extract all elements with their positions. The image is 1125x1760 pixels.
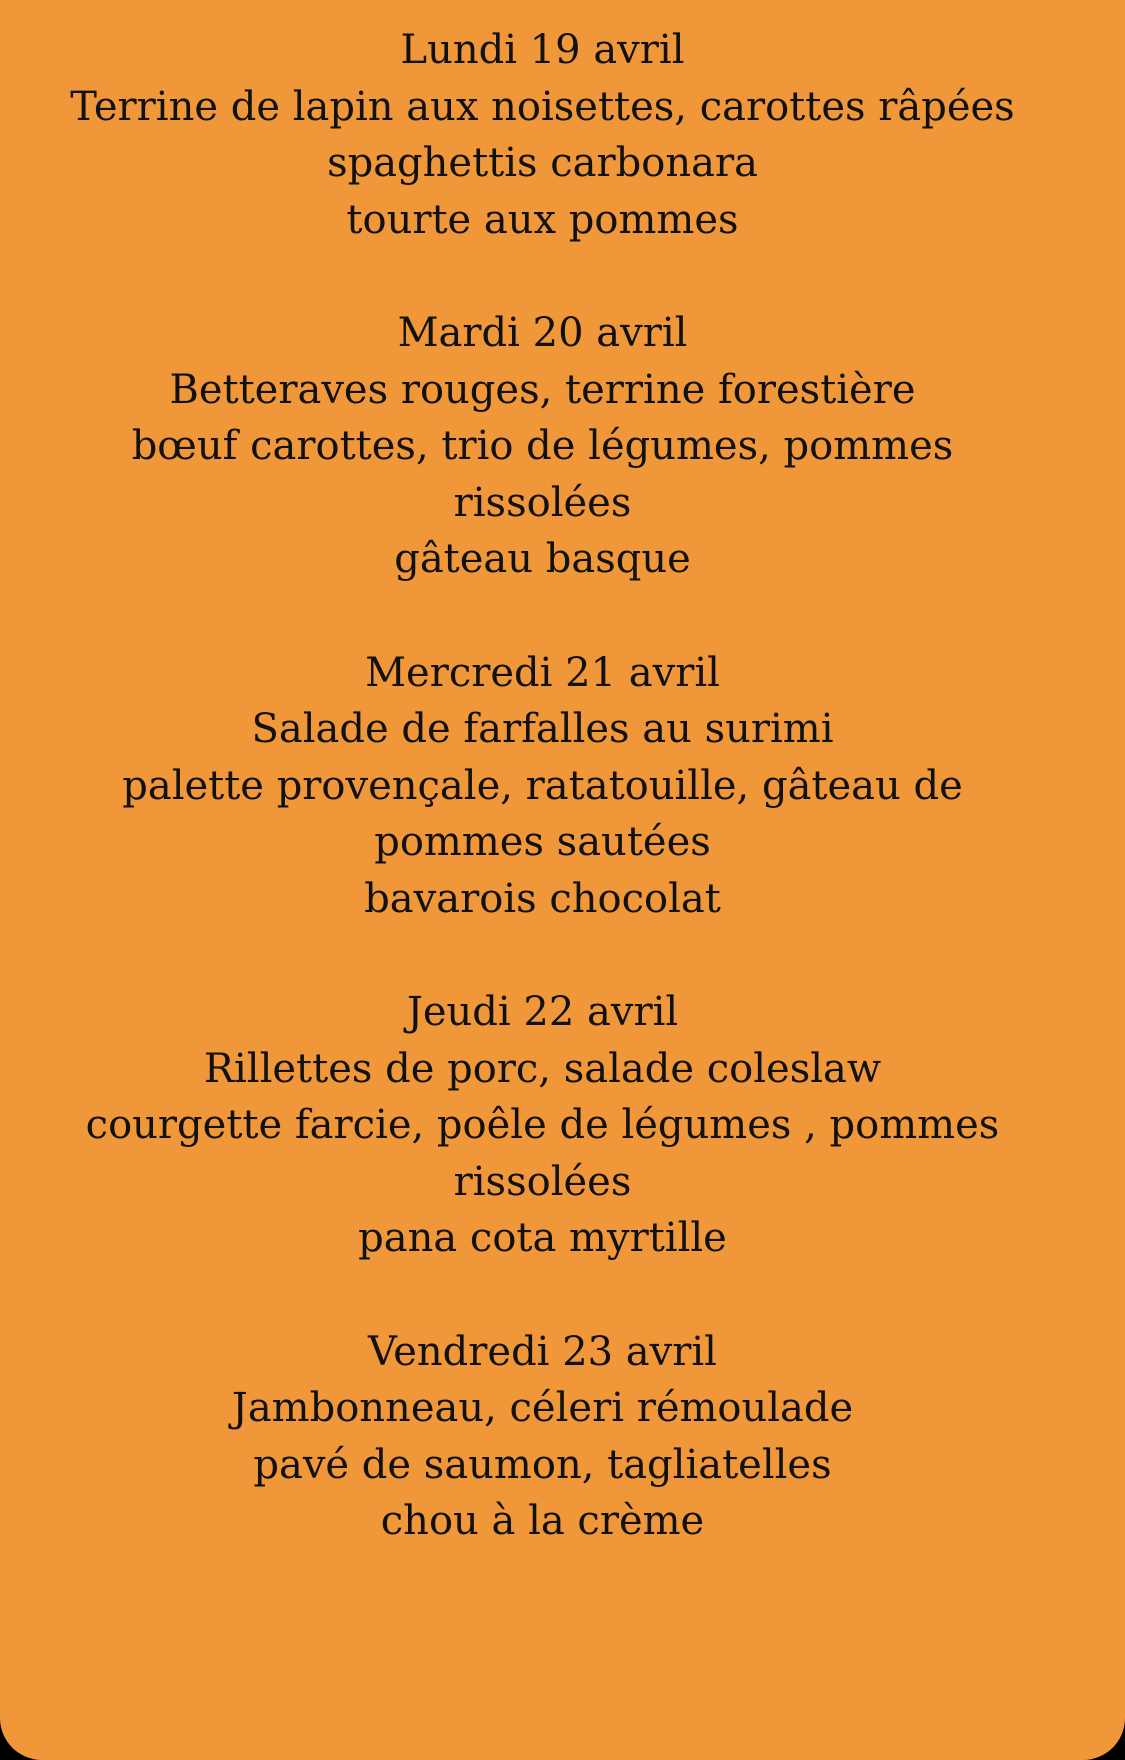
main-course-continuation: rissolées (453, 479, 632, 526)
starter-line: Jambonneau, céleri rémoulade (231, 1385, 854, 1432)
main-course-continuation: pommes sautées (374, 819, 711, 866)
main-course-line: bœuf carottes, trio de légumes, pommes (131, 423, 954, 470)
day-title: Lundi 19 avril (400, 27, 685, 73)
day-wednesday (0, 645, 1085, 928)
day-title: Vendredi 23 avril (368, 1328, 717, 1375)
day-title: Jeudi 22 avril (406, 989, 679, 1036)
starter-line: Terrine de lapin aux noisettes, carottes râpées (70, 83, 1015, 130)
starter-line: Salade de farfalles au surimi (251, 706, 834, 753)
dessert-line: chou à la crème (380, 1498, 705, 1545)
starter-line: Rillettes de porc, salade coleslaw (203, 1045, 882, 1092)
dessert-line: gâteau basque (394, 536, 691, 583)
starter-line: Betteraves rouges, terrine forestière (169, 366, 916, 413)
main-course-line: palette provençale, ratatouille, gâteau de (122, 762, 963, 809)
dessert-line: pana cota myrtille (358, 1215, 727, 1262)
main-course-continuation: rissolées (453, 1158, 632, 1205)
day-monday (0, 22, 1085, 248)
main-course-line: spaghettis carbonara (327, 140, 758, 187)
weekly-menu (0, 22, 1085, 1550)
day-friday (0, 1324, 1085, 1550)
dessert-line: tourte aux pommes (346, 196, 739, 243)
day-title: Mercredi 21 avril (365, 649, 720, 696)
main-course-line: pavé de saumon, tagliatelles (253, 1441, 832, 1488)
dessert-line: bavarois chocolat (364, 875, 721, 922)
day-title: Mardi 20 avril (397, 309, 688, 356)
day-thursday (0, 984, 1085, 1267)
day-tuesday (0, 305, 1085, 588)
main-course-line: courgette farcie, poêle de légumes , pommes (85, 1102, 1000, 1149)
